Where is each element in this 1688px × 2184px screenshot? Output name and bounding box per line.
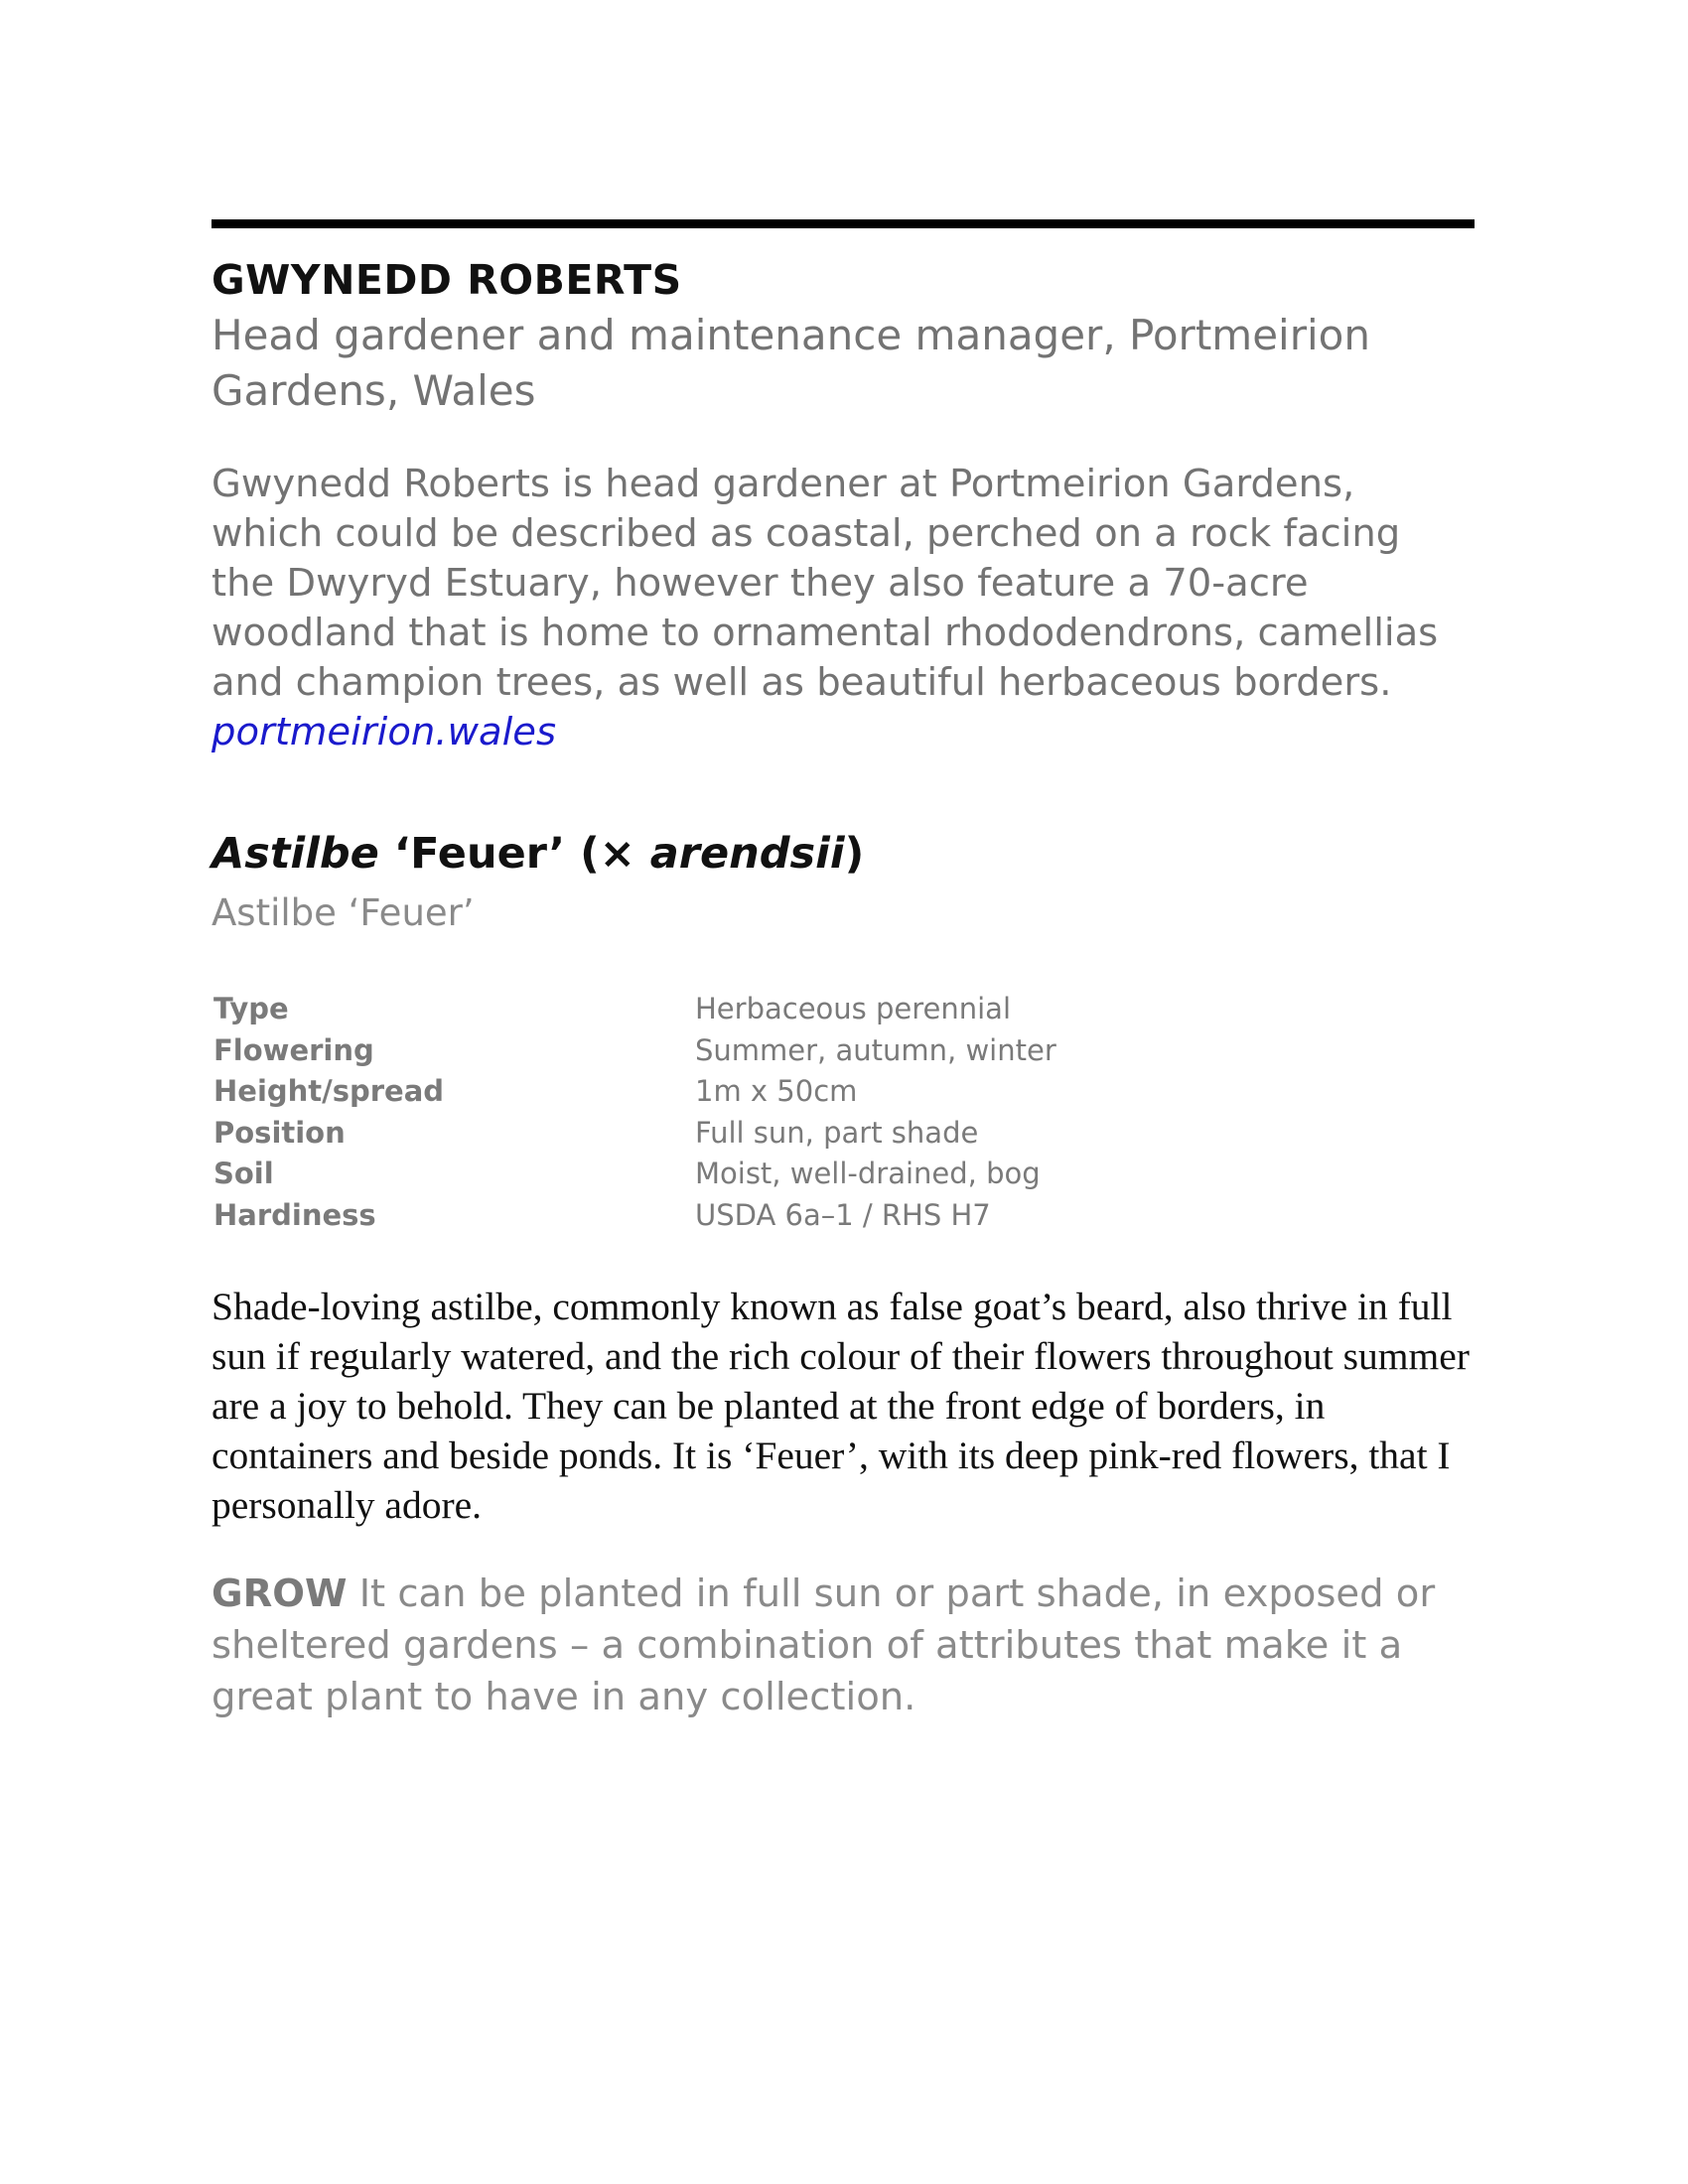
attribute-label: Height/spread bbox=[213, 1074, 445, 1109]
grow-label: GROW bbox=[211, 1571, 348, 1616]
attribute-row-flowering bbox=[213, 1030, 1206, 1072]
website-link[interactable]: portmeirion.wales bbox=[211, 710, 557, 754]
gardener-name: GWYNEDD ROBERTS bbox=[211, 256, 682, 304]
grow-text: It can be planted in full sun or part shade, in exposed or sheltered gardens – a combination of attributes that make it a great plant to have in any collection. bbox=[211, 1571, 1436, 1719]
attribute-label: Hardiness bbox=[213, 1197, 376, 1232]
attribute-value: USDA 6a–1 / RHS H7 bbox=[695, 1197, 991, 1232]
grow-paragraph bbox=[211, 1569, 1475, 1723]
attribute-value: Herbaceous perennial bbox=[695, 992, 1012, 1025]
attribute-label: Type bbox=[213, 992, 289, 1025]
plant-description: Shade-loving astilbe, commonly known as false goat’s beard, also thrive in full sun if regularly watered, and the rich colour of their flowers throughout summer are a joy to behold. They can be planted at the front edge of borders, in containers and beside ponds. It is ‘Feuer’, with its deep pink-red flowers, that I personally adore. bbox=[211, 1285, 1470, 1527]
attribute-value: 1m x 50cm bbox=[695, 1074, 858, 1109]
plant-hybrid-prefix: (× bbox=[580, 829, 635, 879]
attribute-row-soil bbox=[213, 1154, 1206, 1195]
plant-hybrid-suffix: ) bbox=[844, 829, 865, 879]
gardener-bio bbox=[211, 460, 1475, 757]
attribute-label: Position bbox=[213, 1115, 346, 1150]
attribute-value: Summer, autumn, winter bbox=[695, 1032, 1056, 1067]
attribute-value: Full sun, part shade bbox=[695, 1115, 979, 1150]
bio-text: Gwynedd Roberts is head gardener at Portmeirion Gardens, which could be described as coastal, perched on a rock facing the Dwyryd Estuary, however they also feature a 70-acre woodland that is home to ornamental rhododendrons, camellias and champion trees, as well as beautiful herbaceous borders. bbox=[211, 462, 1439, 705]
plant-cultivar: ‘Feuer’ bbox=[393, 829, 566, 879]
plant-species: arendsii bbox=[649, 829, 845, 879]
attribute-row-type bbox=[213, 989, 1206, 1030]
gardener-role: Head gardener and maintenance manager, Portmeirion Gardens, Wales bbox=[211, 311, 1370, 415]
attribute-label: Flowering bbox=[213, 1032, 374, 1067]
plant-attributes-table bbox=[213, 989, 1206, 1237]
attribute-row-height-spread bbox=[213, 1071, 1206, 1113]
attribute-row-hardiness bbox=[213, 1195, 1206, 1237]
attribute-value: Moist, well-drained, bog bbox=[695, 1157, 1041, 1191]
plant-common-name: Astilbe ‘Feuer’ bbox=[211, 891, 475, 934]
attribute-label: Soil bbox=[213, 1157, 274, 1191]
plant-genus: Astilbe bbox=[211, 829, 379, 879]
attribute-row-position bbox=[213, 1113, 1206, 1155]
plant-title bbox=[211, 826, 864, 882]
top-divider bbox=[211, 219, 1475, 228]
